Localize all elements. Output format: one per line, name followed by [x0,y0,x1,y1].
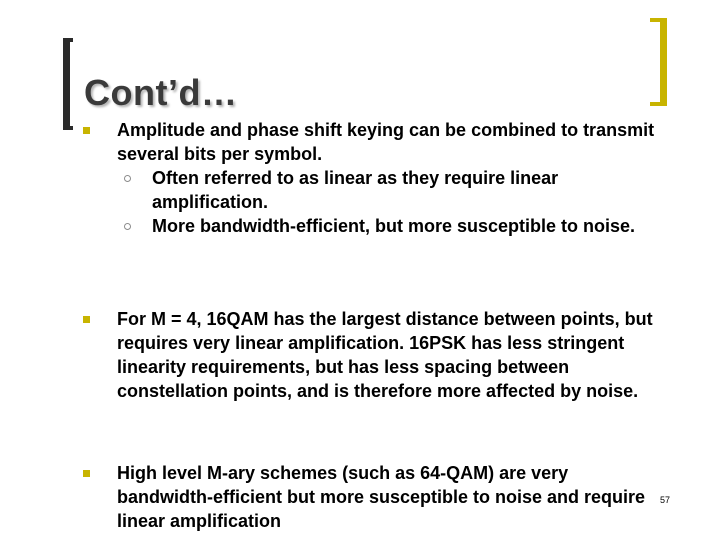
sub-bullet-text: Often referred to as linear as they require linear amplification. [152,168,559,212]
bullet-item-1 [117,118,667,238]
page-number: 57 [660,495,671,505]
ring-bullet-icon [124,223,131,230]
bullet-text: High level M-ary schemes (such as 64-QAM) are very bandwidth-efficient but more susceptible to noise and require linear amplification [117,463,646,531]
title-bracket-left [63,38,73,130]
bullet-text: For M = 4, 16QAM has the largest distance between points, but requires very linear amplification. 16PSK has less stringent linearity requirements, but has less spacing between constellation points, and is therefore more affected by noise. [117,309,653,401]
title-bracket-right [650,18,667,106]
bullet-text: Amplitude and phase shift keying can be combined to transmit several bits per symbol. [117,120,655,164]
bullet-item-3 [117,461,667,533]
square-bullet-icon [83,316,90,323]
slide-title: Cont’d… [84,72,238,113]
square-bullet-icon [83,470,90,477]
sub-bullet-item-2 [152,214,667,238]
ring-bullet-icon [124,175,131,182]
bullet-item-2 [117,307,667,403]
sub-bullet-item-1 [152,166,667,214]
square-bullet-icon [83,127,90,134]
sub-bullet-text: More bandwidth-efficient, but more susceptible to noise. [152,216,636,236]
